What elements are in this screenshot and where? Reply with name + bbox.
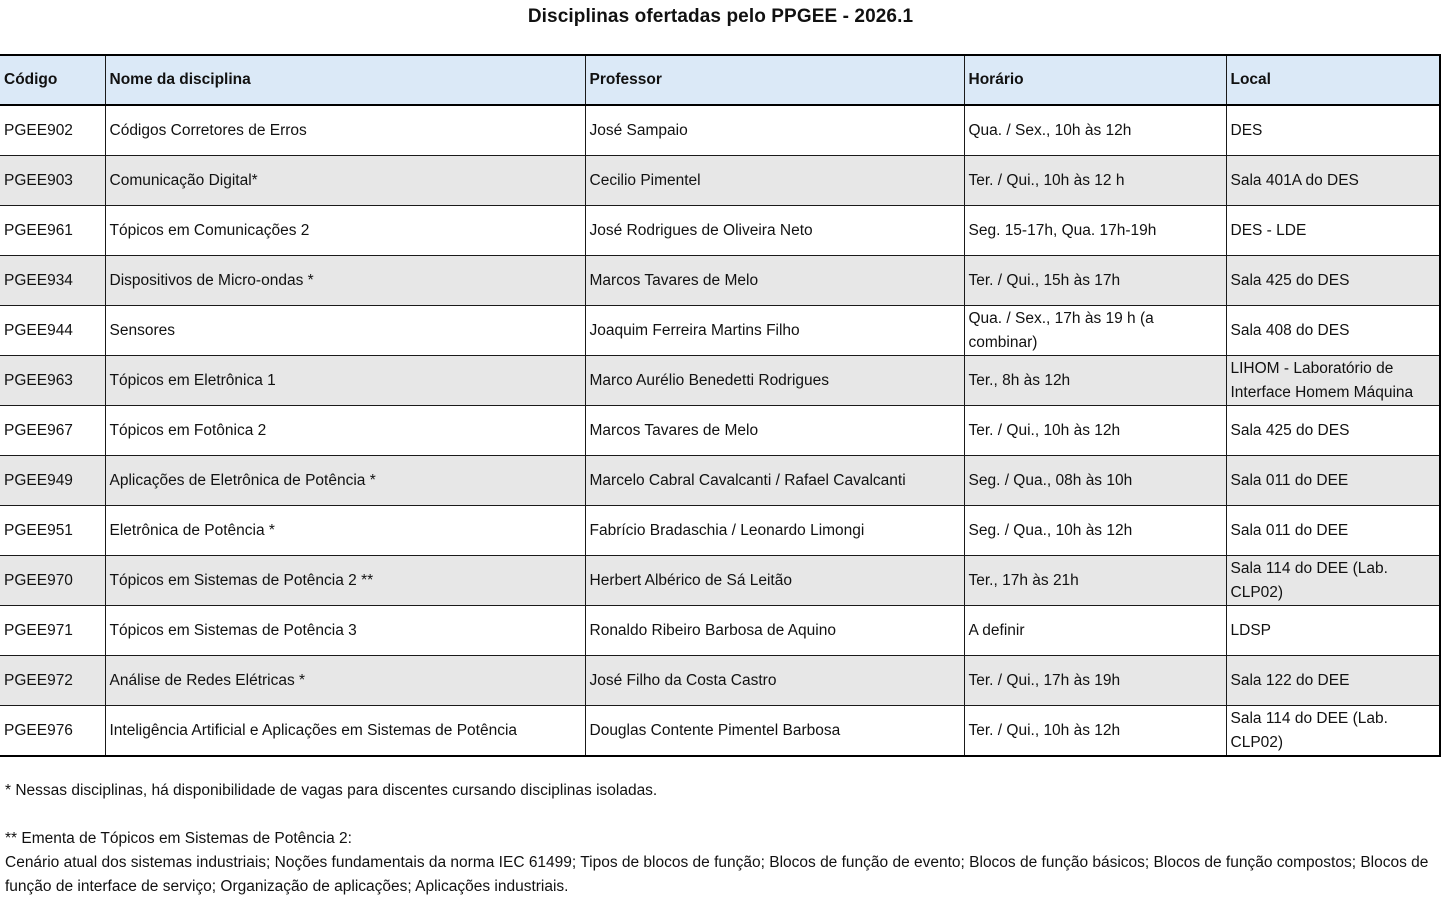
cell-schedule: Qua. / Sex., 10h às 12h xyxy=(964,105,1226,156)
cell-name: Sensores xyxy=(105,306,585,356)
cell-name: Tópicos em Sistemas de Potência 3 xyxy=(105,606,585,656)
cell-code: PGEE934 xyxy=(0,256,105,306)
cell-name: Dispositivos de Micro-ondas * xyxy=(105,256,585,306)
cell-location: Sala 425 do DES xyxy=(1226,256,1440,306)
cell-schedule: Ter. / Qui., 10h às 12h xyxy=(964,706,1226,757)
cell-location: DES - LDE xyxy=(1226,206,1440,256)
cell-code: PGEE961 xyxy=(0,206,105,256)
column-header-schedule: Horário xyxy=(964,55,1226,105)
cell-code: PGEE903 xyxy=(0,156,105,206)
table-row xyxy=(0,356,1440,406)
cell-name: Eletrônica de Potência * xyxy=(105,506,585,556)
table-header-row xyxy=(0,55,1440,105)
cell-location: LDSP xyxy=(1226,606,1440,656)
table-row xyxy=(0,606,1440,656)
cell-location: Sala 401A do DES xyxy=(1226,156,1440,206)
cell-professor: José Sampaio xyxy=(585,105,964,156)
cell-schedule: Ter., 17h às 21h xyxy=(964,556,1226,606)
cell-professor: Fabrício Bradaschia / Leonardo Limongi xyxy=(585,506,964,556)
cell-code: PGEE971 xyxy=(0,606,105,656)
cell-code: PGEE949 xyxy=(0,456,105,506)
cell-schedule: Ter. / Qui., 10h às 12h xyxy=(964,406,1226,456)
cell-code: PGEE970 xyxy=(0,556,105,606)
column-header-location: Local xyxy=(1226,55,1440,105)
table-row xyxy=(0,105,1440,156)
cell-name: Códigos Corretores de Erros xyxy=(105,105,585,156)
cell-code: PGEE963 xyxy=(0,356,105,406)
cell-schedule: Seg. / Qua., 08h às 10h xyxy=(964,456,1226,506)
cell-professor: Marcos Tavares de Melo xyxy=(585,406,964,456)
column-header-name: Nome da disciplina xyxy=(105,55,585,105)
cell-code: PGEE951 xyxy=(0,506,105,556)
cell-location: Sala 011 do DEE xyxy=(1226,456,1440,506)
cell-location: Sala 011 do DEE xyxy=(1226,506,1440,556)
cell-name: Aplicações de Eletrônica de Potência * xyxy=(105,456,585,506)
cell-schedule: Qua. / Sex., 17h às 19 h (a combinar) xyxy=(964,306,1226,356)
cell-location: Sala 122 do DEE xyxy=(1226,656,1440,706)
cell-schedule: Ter., 8h às 12h xyxy=(964,356,1226,406)
cell-professor: Joaquim Ferreira Martins Filho xyxy=(585,306,964,356)
cell-name: Tópicos em Eletrônica 1 xyxy=(105,356,585,406)
cell-location: Sala 408 do DES xyxy=(1226,306,1440,356)
cell-code: PGEE976 xyxy=(0,706,105,757)
footnote-double-asterisk-body: Cenário atual dos sistemas industriais; Noções fundamentais da norma IEC 61499; Tipos de blocos de função; Blocos de função de evento; Blocos de função básicos; Blocos de função compostos; Blocos de função de interface de serviço; Organização de aplicações; Aplicações industriais. xyxy=(5,854,1429,895)
footnotes xyxy=(5,779,1435,899)
cell-professor: José Filho da Costa Castro xyxy=(585,656,964,706)
cell-location: Sala 425 do DES xyxy=(1226,406,1440,456)
cell-schedule: A definir xyxy=(964,606,1226,656)
footnote-double-asterisk-title: ** Ementa de Tópicos em Sistemas de Potência 2: xyxy=(5,830,352,847)
table-row xyxy=(0,556,1440,606)
cell-location: Sala 114 do DEE (Lab. CLP02) xyxy=(1226,556,1440,606)
cell-code: PGEE944 xyxy=(0,306,105,356)
table-row xyxy=(0,306,1440,356)
cell-name: Tópicos em Fotônica 2 xyxy=(105,406,585,456)
cell-location: LIHOM - Laboratório de Interface Homem Máquina xyxy=(1226,356,1440,406)
cell-schedule: Ter. / Qui., 10h às 12 h xyxy=(964,156,1226,206)
cell-name: Inteligência Artificial e Aplicações em Sistemas de Potência xyxy=(105,706,585,757)
cell-location: DES xyxy=(1226,105,1440,156)
cell-name: Tópicos em Comunicações 2 xyxy=(105,206,585,256)
cell-professor: Cecilio Pimentel xyxy=(585,156,964,206)
courses-table xyxy=(0,54,1441,757)
cell-professor: Marcos Tavares de Melo xyxy=(585,256,964,306)
cell-professor: José Rodrigues de Oliveira Neto xyxy=(585,206,964,256)
cell-code: PGEE967 xyxy=(0,406,105,456)
cell-schedule: Seg. / Qua., 10h às 12h xyxy=(964,506,1226,556)
cell-schedule: Ter. / Qui., 17h às 19h xyxy=(964,656,1226,706)
column-header-professor: Professor xyxy=(585,55,964,105)
table-row xyxy=(0,206,1440,256)
table-row xyxy=(0,506,1440,556)
cell-professor: Ronaldo Ribeiro Barbosa de Aquino xyxy=(585,606,964,656)
table-row xyxy=(0,156,1440,206)
cell-name: Tópicos em Sistemas de Potência 2 ** xyxy=(105,556,585,606)
cell-schedule: Ter. / Qui., 15h às 17h xyxy=(964,256,1226,306)
table-row xyxy=(0,706,1440,757)
cell-schedule: Seg. 15-17h, Qua. 17h-19h xyxy=(964,206,1226,256)
cell-name: Comunicação Digital* xyxy=(105,156,585,206)
cell-location: Sala 114 do DEE (Lab. CLP02) xyxy=(1226,706,1440,757)
table-row xyxy=(0,406,1440,456)
page-title: Disciplinas ofertadas pelo PPGEE - 2026.1 xyxy=(527,6,914,27)
cell-name: Análise de Redes Elétricas * xyxy=(105,656,585,706)
cell-professor: Marco Aurélio Benedetti Rodrigues xyxy=(585,356,964,406)
footnote-single-asterisk: * Nessas disciplinas, há disponibilidade de vagas para discentes cursando disciplinas isoladas. xyxy=(5,782,658,799)
column-header-code: Código xyxy=(0,55,105,105)
cell-professor: Douglas Contente Pimentel Barbosa xyxy=(585,706,964,757)
table-row xyxy=(0,256,1440,306)
cell-code: PGEE972 xyxy=(0,656,105,706)
cell-code: PGEE902 xyxy=(0,105,105,156)
cell-professor: Herbert Albérico de Sá Leitão xyxy=(585,556,964,606)
table-row xyxy=(0,456,1440,506)
table-row xyxy=(0,656,1440,706)
cell-professor: Marcelo Cabral Cavalcanti / Rafael Cavalcanti xyxy=(585,456,964,506)
